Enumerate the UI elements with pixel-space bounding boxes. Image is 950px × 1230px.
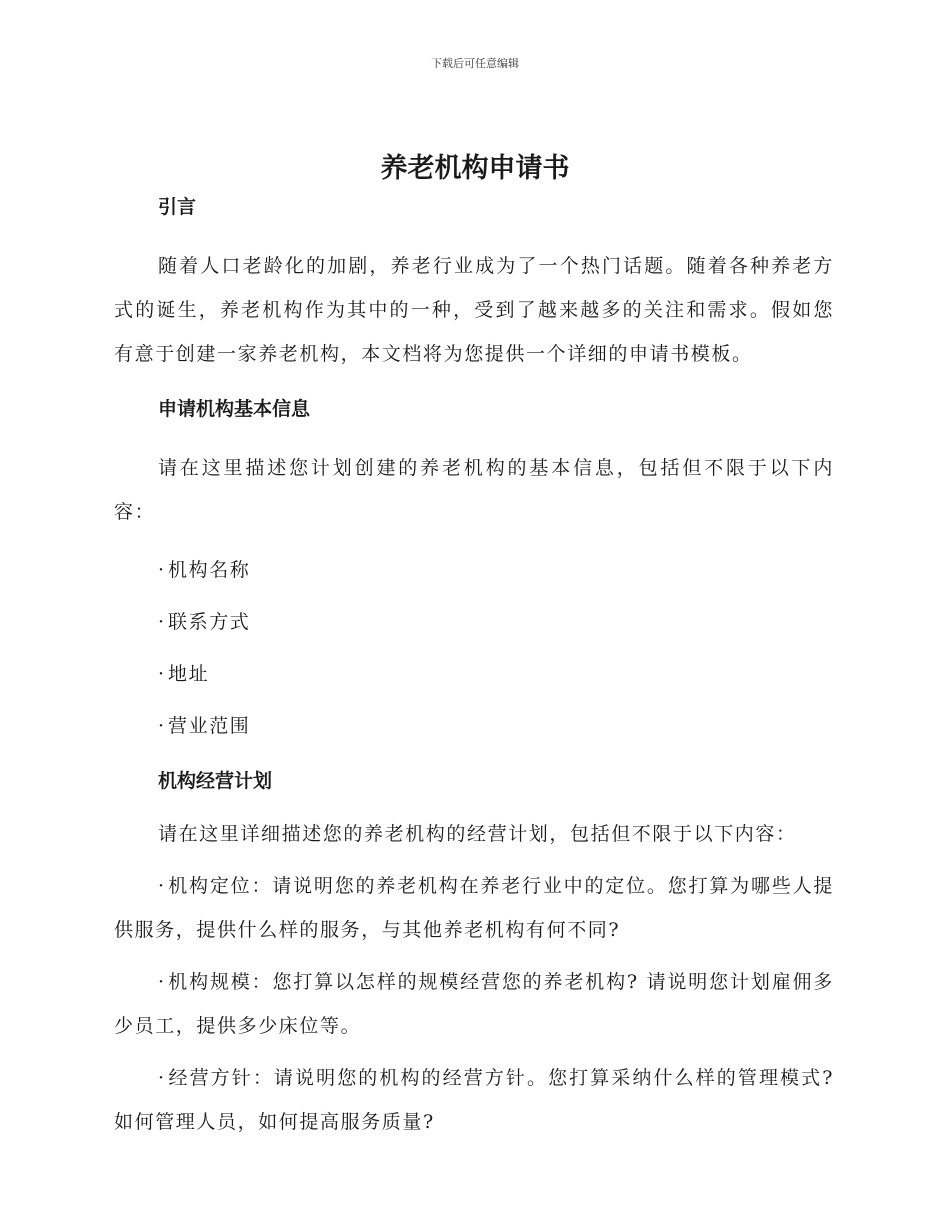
bullet-dot: ·	[158, 663, 166, 685]
intro-paragraph: 随着人口老龄化的加剧，养老行业成为了一个热门话题。随着各种养老方式的诞生，养老机构作为其中的一种，受到了越来越多的关注和需求。假如您有意于创建一家养老机构，本文档将为您提供一个详细的申请书模板。	[114, 255, 834, 365]
section-heading-intro: 引言	[158, 196, 197, 218]
section-heading-plan: 机构经营计划	[158, 770, 273, 792]
list-item-text: 联系方式	[168, 611, 251, 633]
list-item	[114, 960, 834, 1048]
bullet-dot: ·	[158, 971, 166, 993]
list-item	[114, 712, 834, 740]
bullet-dot: ·	[158, 715, 166, 737]
basic-info-paragraph: 请在这里描述您计划创建的养老机构的基本信息，包括但不限于以下内容：	[114, 457, 834, 523]
list-item	[114, 660, 834, 688]
list-item-text: 地址	[168, 663, 210, 685]
list-item-text: 机构定位：请说明您的养老机构在养老行业中的定位。您打算为哪些人提供服务，提供什么样的服务，与其他养老机构有何不同?	[114, 875, 834, 941]
bullet-dot: ·	[158, 611, 166, 633]
document-title: 养老机构申请书	[380, 153, 570, 184]
bullet-dot: ·	[158, 875, 166, 897]
list-item	[114, 1056, 834, 1144]
bullet-dot: ·	[158, 559, 166, 581]
document-body	[114, 192, 834, 1144]
list-item	[114, 608, 834, 636]
list-item-text: 经营方针：请说明您的机构的经营方针。您打算采纳什么样的管理模式? 如何管理人员，如何提高服务质量?	[114, 1067, 834, 1133]
list-item-text: 营业范围	[168, 715, 251, 737]
bullet-dot: ·	[158, 1067, 166, 1089]
section-heading-basic-info: 申请机构基本信息	[158, 398, 311, 420]
list-item	[114, 864, 834, 952]
list-item-text: 机构名称	[168, 559, 251, 581]
list-item	[114, 556, 834, 584]
header-note: 下载后可任意编辑	[431, 57, 519, 70]
list-item-text: 机构规模：您打算以怎样的规模经营您的养老机构? 请说明您计划雇佣多少员工，提供多少床位等。	[114, 971, 834, 1037]
plan-paragraph: 请在这里详细描述您的养老机构的经营计划，包括但不限于以下内容：	[158, 823, 797, 845]
